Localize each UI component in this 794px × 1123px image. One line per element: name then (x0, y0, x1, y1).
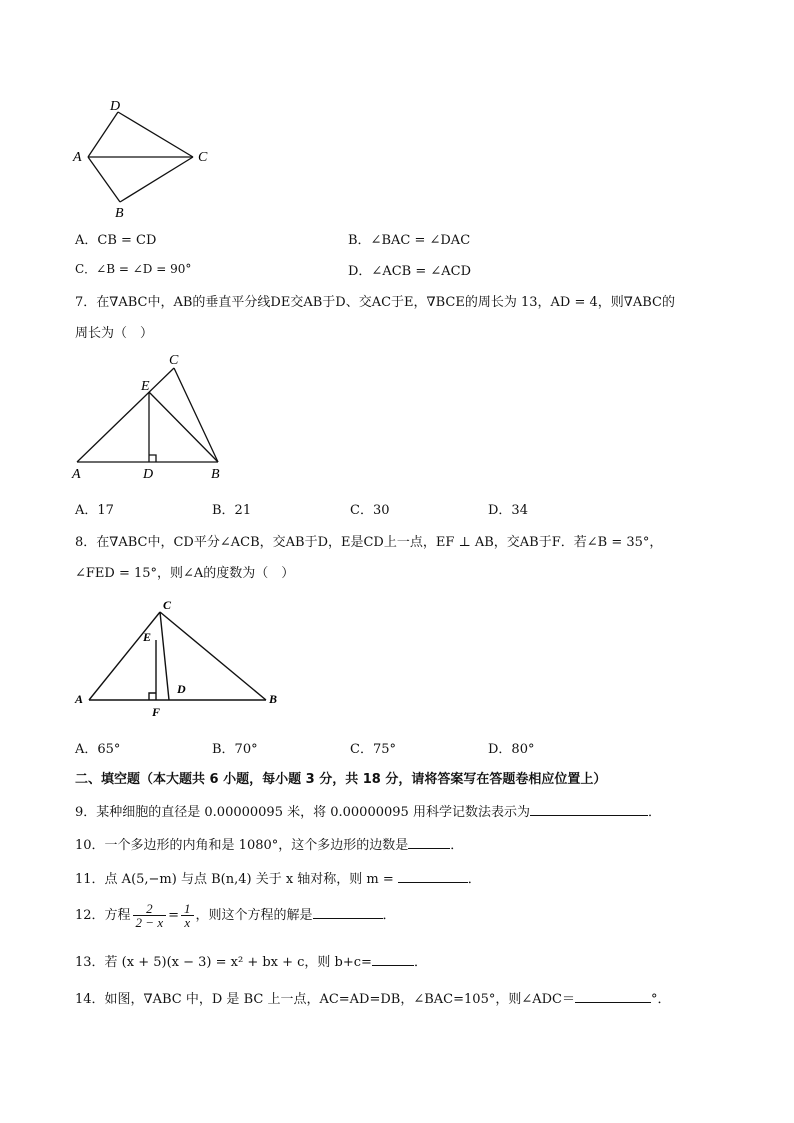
q11 (75, 868, 481, 887)
q7-option-b[interactable]: B．21 (212, 503, 252, 518)
q10-answer-blank[interactable] (408, 836, 450, 849)
label-B: B (211, 467, 220, 482)
q11-end: ． (467, 872, 481, 887)
q8-stem-line1: 8．在∇ABC中，CD平分∠ACB，交AB于D，E是CD上一点，EF ⊥ AB，交AB于F．若∠B = 35°， (75, 535, 663, 550)
label-B: B (269, 692, 278, 706)
label-A: A (73, 150, 82, 165)
q12-answer-blank[interactable] (313, 906, 383, 919)
q8-option-d[interactable]: D．80° (488, 742, 535, 757)
label-D: D (177, 682, 186, 696)
q6-option-b[interactable]: B．∠BAC = ∠DAC (348, 233, 471, 248)
q12-equals: = (168, 908, 179, 923)
q6-option-c[interactable]: C．∠B = ∠D = 90° (75, 262, 192, 276)
label-E: E (141, 379, 150, 394)
label-D: D (110, 99, 121, 114)
q9-text: 9．某种细胞的直径是 0.00000095 米，将 0.00000095 用科学记数法表示为 (75, 805, 530, 820)
q7-stem-line1: 7．在∇ABC中，AB的垂直平分线DE交AB于D、交AC于E，∇BCE的周长为 13，AD = 4，则∇ABC的 (75, 295, 675, 310)
figure-q8-triangle (65, 592, 295, 727)
q7-option-c[interactable]: C．30 (350, 503, 390, 518)
q8-option-b[interactable]: B．70° (212, 742, 258, 757)
q6-option-a[interactable]: A．CB = CD (75, 233, 157, 248)
q14-end: °． (651, 992, 671, 1007)
q14-answer-blank[interactable] (575, 990, 651, 1003)
q12-pre: 12．方程 (75, 908, 131, 923)
label-C: C (198, 150, 208, 165)
q14 (75, 988, 671, 1007)
q10-text: 10．一个多边形的内角和是 1080°，这个多边形的边数是 (75, 838, 409, 853)
q7-stem-line2: 周长为（ ） (75, 326, 154, 341)
q6-option-d[interactable]: D．∠ACB = ∠ACD (348, 264, 472, 279)
label-A: A (75, 692, 84, 706)
q10-end: ． (450, 838, 464, 853)
figure-q6-quadrilateral (60, 92, 230, 222)
q9-end: ． (647, 805, 661, 820)
label-F: F (152, 705, 161, 719)
q9 (75, 801, 661, 820)
q13-answer-blank[interactable] (372, 953, 414, 966)
q12-fraction-right: $\frac{1}{x}$ (181, 902, 194, 929)
q11-answer-blank[interactable] (398, 870, 468, 883)
q12-end: ． (382, 908, 396, 923)
q13 (75, 951, 427, 970)
q10 (75, 834, 463, 853)
q12-post: ，则这个方程的解是 (195, 908, 313, 923)
figure-q7-triangle (65, 350, 235, 485)
q12-fraction-left: $\frac{2}{2 - x}$ (133, 902, 167, 929)
q8-option-a[interactable]: A．65° (75, 742, 121, 757)
q7-option-a[interactable]: A．17 (75, 503, 114, 518)
label-D: D (143, 467, 154, 482)
q11-text: 11．点 A(5,−m) 与点 B(n,4) 关于 x 轴对称，则 m = (75, 872, 394, 887)
q7-option-d[interactable]: D．34 (488, 503, 528, 518)
q8-stem-line2: ∠FED = 15°，则∠A的度数为（ ） (75, 566, 295, 581)
q12 (75, 902, 396, 929)
q13-end: ． (413, 955, 427, 970)
section-heading-fill-in: 二、填空题（本大题共 6 小题，每小题 3 分，共 18 分，请将答案写在答题卷相应位置上） (75, 772, 607, 787)
label-E: E (143, 630, 152, 644)
q13-text: 13．若 (x + 5)(x − 3) = x² + bx + c，则 b+c= (75, 955, 372, 970)
q14-text: 14．如图，∇ABC 中，D 是 BC 上一点，AC=AD=DB，∠BAC=105°，则∠ADC＝ (75, 992, 575, 1007)
label-A: A (72, 467, 81, 482)
q8-option-c[interactable]: C．75° (350, 742, 396, 757)
label-C: C (163, 598, 172, 612)
label-B: B (115, 206, 124, 221)
label-C: C (169, 353, 179, 368)
q9-answer-blank[interactable] (530, 803, 648, 816)
